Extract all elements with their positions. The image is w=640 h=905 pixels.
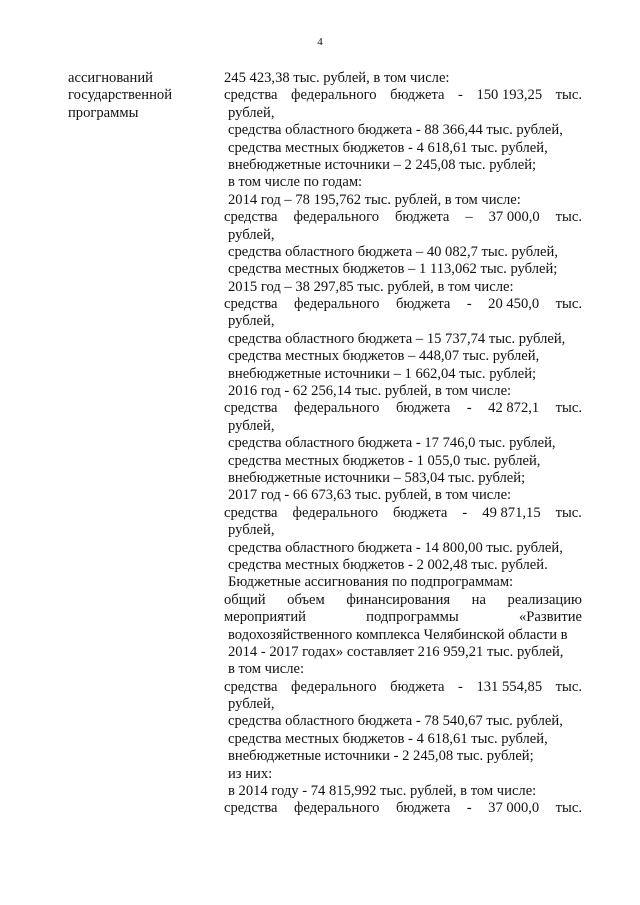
text-line: средства областного бюджета - 17 746,0 тыс. рублей, bbox=[228, 435, 556, 452]
line-word: на bbox=[471, 591, 486, 608]
line-word: тыс. bbox=[555, 400, 582, 417]
line-word: тыс. bbox=[555, 209, 582, 226]
text-line: средства местных бюджетов - 2 002,48 тыс. рублей. bbox=[228, 556, 548, 573]
text-line: в 2014 году - 74 815,992 тыс. рублей, в том числе: bbox=[228, 783, 537, 800]
line-word: 20 450,0 bbox=[488, 296, 540, 313]
text-line: внебюджетные источники – 583,04 тыс. рублей; bbox=[228, 469, 526, 486]
line-word: объем bbox=[287, 591, 325, 608]
text-line bbox=[224, 400, 582, 417]
line-word: общий bbox=[224, 591, 266, 608]
funding-details-column bbox=[224, 70, 582, 818]
line-word: 42 872,1 bbox=[488, 400, 540, 417]
text-line: внебюджетные источники – 1 662,04 тыс. рублей; bbox=[228, 365, 537, 382]
line-word: тыс. bbox=[555, 87, 582, 104]
text-line bbox=[224, 609, 582, 626]
line-word: бюджета bbox=[395, 800, 451, 817]
line-word: федерального bbox=[293, 296, 380, 313]
line-word: бюджета bbox=[390, 87, 445, 104]
text-line: средства местных бюджетов – 1 113,062 тыс. рублей; bbox=[228, 261, 558, 278]
text-line bbox=[224, 505, 582, 522]
line-word: 150 193,25 bbox=[476, 87, 543, 104]
line-word: бюджета bbox=[395, 296, 451, 313]
line-word: - bbox=[466, 800, 472, 817]
text-line: 245 423,38 тыс. рублей, в том числе: bbox=[224, 70, 450, 86]
text-line: 2017 год - 66 673,63 тыс. рублей, в том числе: bbox=[228, 487, 512, 504]
text-line: средства местных бюджетов - 1 055,0 тыс. рублей, bbox=[228, 452, 541, 469]
line-word: 131 554,85 bbox=[476, 678, 543, 695]
line-word: средства bbox=[224, 87, 278, 104]
left-label-column bbox=[68, 70, 208, 122]
text-line: водохозяйственного комплекса Челябинской области в bbox=[228, 626, 568, 643]
line-word: - bbox=[466, 400, 472, 417]
text-line: рублей, bbox=[228, 104, 275, 121]
text-line: средства местных бюджетов - 4 618,61 тыс. рублей, bbox=[228, 730, 548, 747]
line-word: мероприятий bbox=[224, 609, 306, 626]
text-line: средства местных бюджетов – 448,07 тыс. рублей, bbox=[228, 348, 540, 365]
text-line bbox=[224, 679, 582, 696]
text-line bbox=[224, 800, 582, 817]
line-word: бюджета bbox=[393, 504, 448, 521]
line-word: бюджета bbox=[394, 209, 450, 226]
text-line bbox=[224, 87, 582, 104]
text-line: средства областного бюджета - 14 800,00 тыс. рублей, bbox=[228, 539, 563, 556]
line-word: бюджета bbox=[390, 678, 445, 695]
left-label-line: государственной bbox=[68, 87, 173, 104]
text-line: 2014 год – 78 195,762 тыс. рублей, в том числе: bbox=[228, 191, 521, 208]
line-word: средства bbox=[224, 400, 278, 417]
text-line: рублей, bbox=[228, 696, 275, 713]
text-line: из них: bbox=[228, 765, 273, 782]
text-line: средства областного бюджета - 88 366,44 тыс. рублей, bbox=[228, 122, 563, 139]
line-word: тыс. bbox=[555, 504, 582, 521]
page-number: 4 bbox=[317, 36, 323, 48]
left-label-line: программы bbox=[68, 104, 139, 121]
line-word: федерального bbox=[293, 800, 380, 817]
line-word: федерального bbox=[293, 209, 379, 226]
text-line: 2015 год – 38 297,85 тыс. рублей, в том числе: bbox=[228, 278, 514, 295]
line-word: федерального bbox=[291, 678, 377, 695]
line-word: средства bbox=[224, 209, 278, 226]
line-word: - bbox=[458, 87, 463, 104]
text-line: средства областного бюджета – 15 737,74 тыс. рублей, bbox=[228, 330, 566, 347]
text-line: внебюджетные источники – 2 245,08 тыс. рублей; bbox=[228, 156, 537, 173]
text-line: рублей, bbox=[228, 226, 275, 243]
line-word: средства bbox=[224, 678, 278, 695]
line-word: – bbox=[465, 209, 473, 226]
text-line: средства местных бюджетов - 4 618,61 тыс. рублей, bbox=[228, 139, 548, 156]
text-line bbox=[224, 209, 582, 226]
text-line bbox=[224, 592, 582, 609]
text-line: 2016 год - 62 256,14 тыс. рублей, в том числе: bbox=[228, 383, 512, 400]
text-line: рублей, bbox=[228, 313, 275, 330]
line-word: тыс. bbox=[555, 800, 582, 817]
line-word: бюджета bbox=[395, 400, 451, 417]
text-line: средства областного бюджета – 40 082,7 тыс. рублей, bbox=[228, 243, 558, 260]
line-word: федерального bbox=[292, 504, 379, 521]
text-line: рублей, bbox=[228, 417, 275, 434]
line-word: средства bbox=[224, 504, 278, 521]
line-word: подпрограммы bbox=[366, 609, 459, 626]
text-line: в том числе по годам: bbox=[228, 174, 363, 191]
line-word: финансирования bbox=[346, 591, 451, 608]
text-line: Бюджетные ассигнования по подпрограммам: bbox=[228, 574, 514, 591]
line-word: реализацию bbox=[507, 591, 582, 608]
left-label-line: ассигнований bbox=[68, 70, 153, 86]
line-word: - bbox=[458, 678, 463, 695]
text-line: рублей, bbox=[228, 522, 275, 539]
line-word: средства bbox=[224, 800, 278, 817]
text-line: средства областного бюджета - 78 540,67 тыс. рублей, bbox=[228, 713, 563, 730]
line-word: 37 000,0 bbox=[488, 209, 540, 226]
line-word: федерального bbox=[293, 400, 380, 417]
text-line: 2014 - 2017 годах» составляет 216 959,21 тыс. рублей, bbox=[228, 643, 564, 660]
line-word: «Развитие bbox=[518, 609, 582, 626]
line-word: тыс. bbox=[555, 296, 582, 313]
line-word: - bbox=[466, 296, 472, 313]
line-word: - bbox=[462, 504, 468, 521]
line-word: тыс. bbox=[555, 678, 582, 695]
text-line: в том числе: bbox=[228, 661, 305, 678]
text-line: внебюджетные источники - 2 245,08 тыс. рублей; bbox=[228, 748, 534, 765]
line-word: 49 871,15 bbox=[482, 504, 541, 521]
text-line bbox=[224, 296, 582, 313]
line-word: 37 000,0 bbox=[488, 800, 540, 817]
line-word: федерального bbox=[291, 87, 377, 104]
line-word: средства bbox=[224, 296, 278, 313]
